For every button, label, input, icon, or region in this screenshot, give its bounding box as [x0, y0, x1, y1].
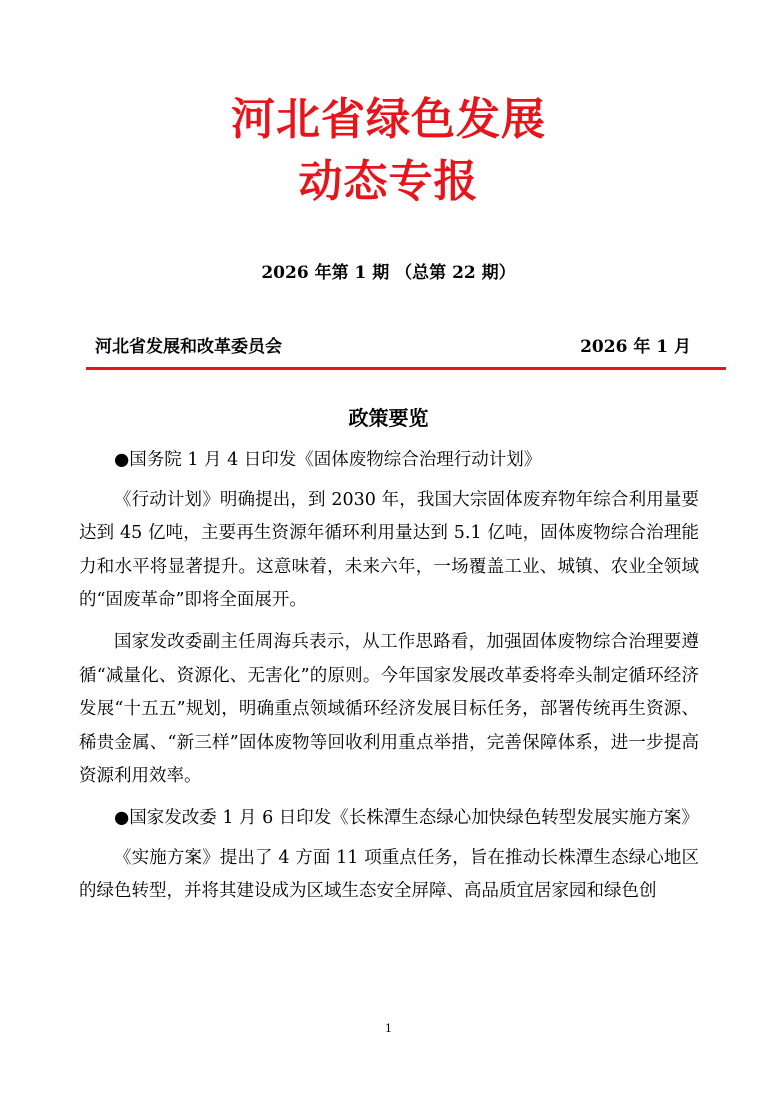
red-divider [86, 367, 726, 370]
report-title-line2: 动态专报 [298, 156, 479, 207]
paragraph: 《行动计划》明确提出，到 2030 年，我国大宗固体废弃物年综合利用量要达到 45 亿吨，主要再生资源年循环利用量达到 5.1 亿吨，固体废物综合治理能力和水平将显著提升。这意味着，未来六年，一场覆盖工业、城镇、农业全领域的“固废革命”即将全面展开。 [79, 489, 699, 611]
issue-number: 2026 年第 1 期 （总第 22 期） [261, 263, 516, 283]
section-title: 政策要览 [348, 406, 429, 430]
page-number: 1 [385, 1022, 392, 1035]
issue-date: 2026 年 1 月 [580, 337, 691, 357]
issuing-organization: 河北省发展和改革委员会 [95, 337, 282, 357]
paragraph: 国家发改委副主任周海兵表示，从工作思路看，加强固体废物综合治理要遵循“减量化、资源化、无害化”的原则。今年国家发展改革委将牵头制定循环经济发展“十五五”规划，明确重点领域循环经济发展目标任务，部署传统再生资源、稀贵金属、“新三样”固体废物等回收利用重点举措，完善保障体系，进一步提高资源利用效率。 [79, 631, 699, 787]
paragraph: 《实施方案》提出了 4 方面 11 项重点任务，旨在推动长株潭生态绿心地区的绿色转型，并将其建设成为区域生态安全屏障、高品质宜居家园和绿色创 [79, 847, 699, 902]
policy-headline: ●国家发改委 1 月 6 日印发《长株潭生态绿心加快绿色转型发展实施方案》 [114, 807, 699, 828]
report-title-line1: 河北省绿色发展 [231, 94, 546, 145]
article-body [79, 444, 699, 917]
policy-headline: ●国务院 1 月 4 日印发《固体废物综合治理行动计划》 [114, 450, 542, 470]
